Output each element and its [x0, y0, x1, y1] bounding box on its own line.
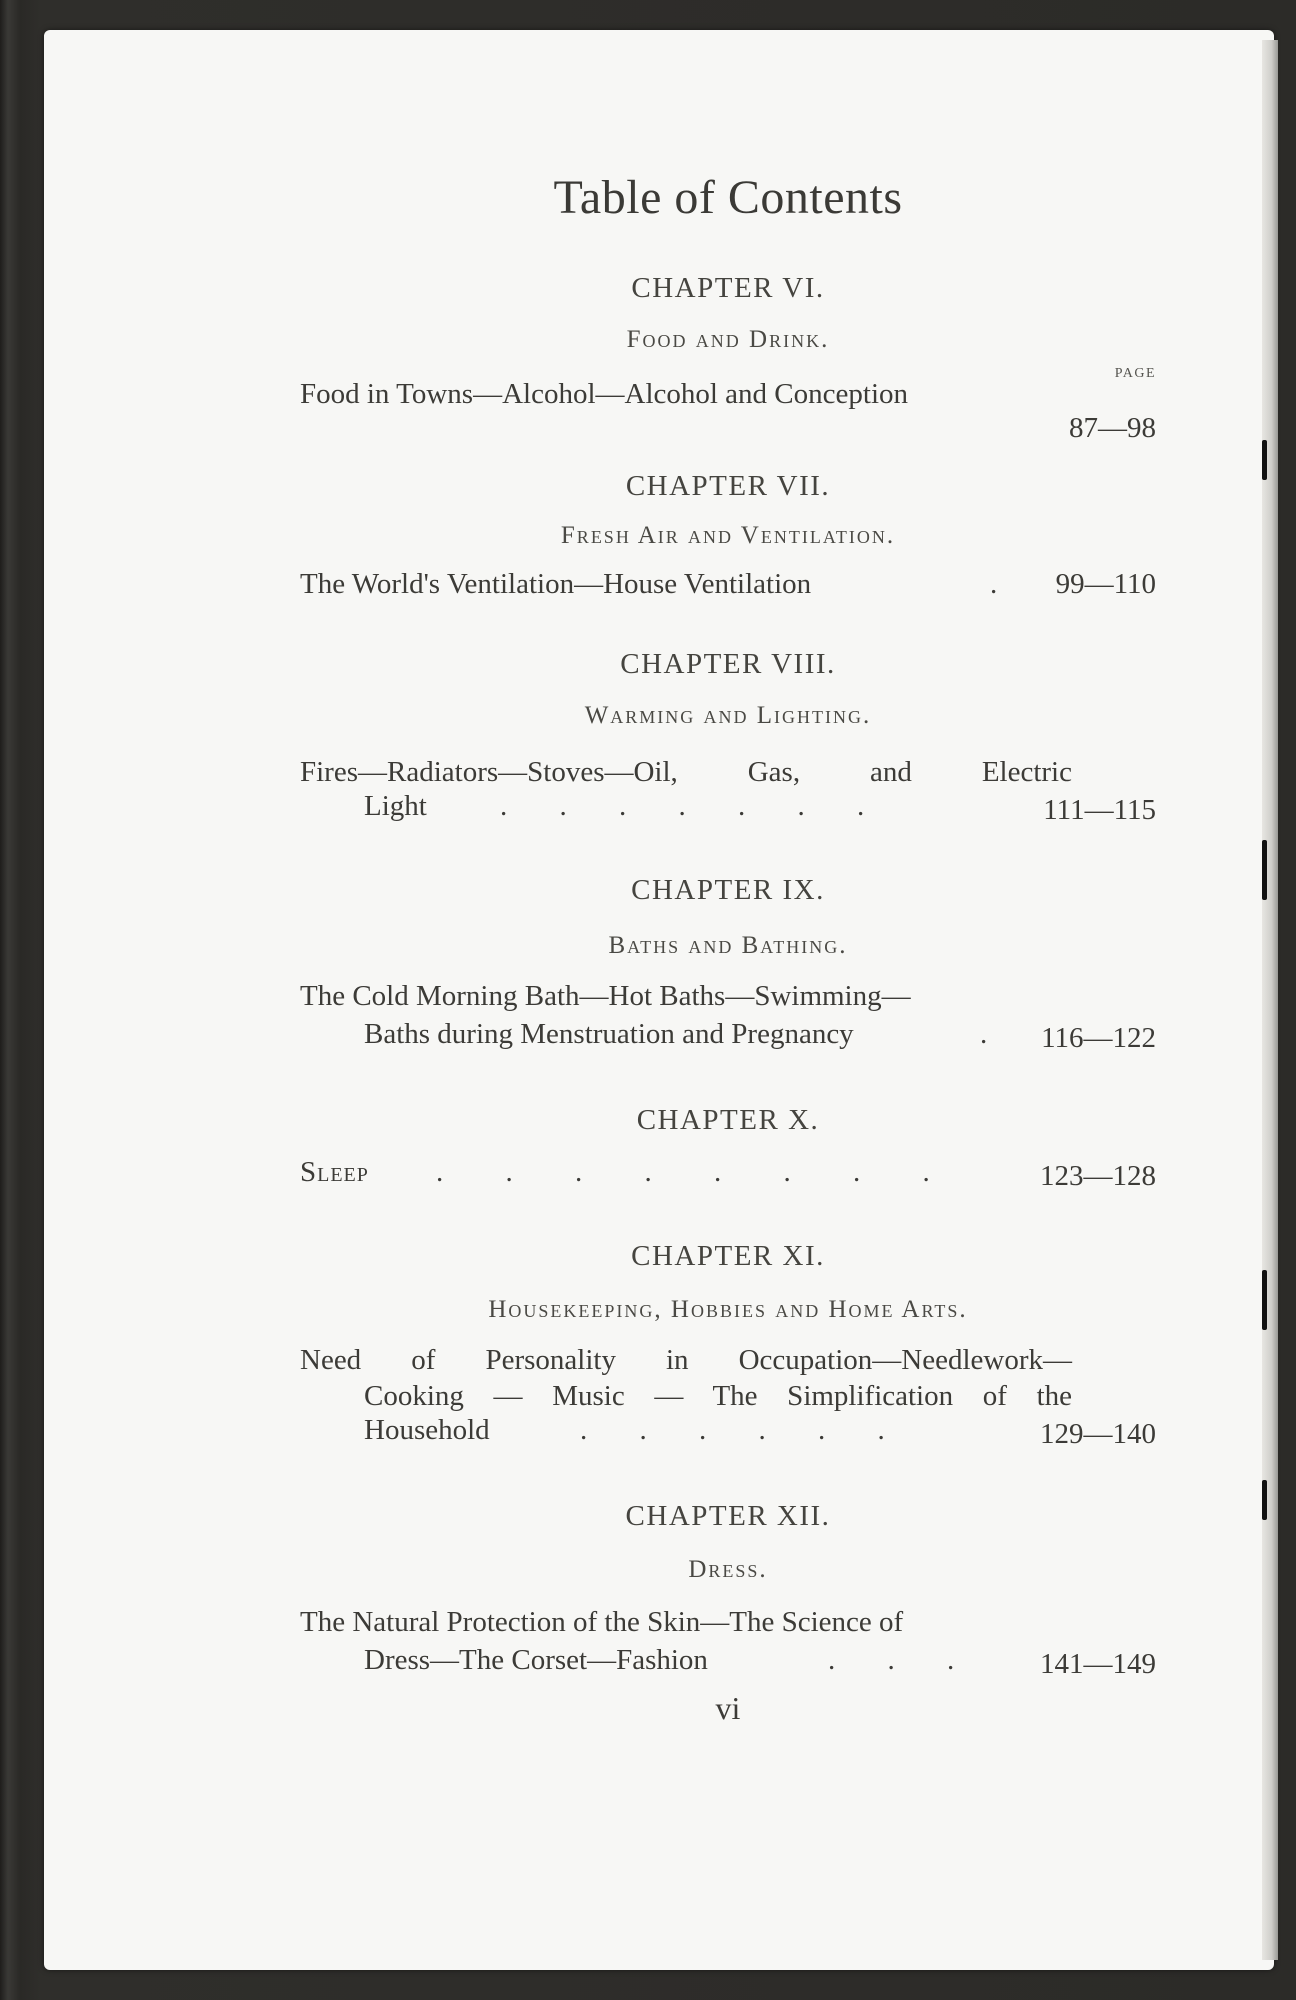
leader-dots: . . .	[828, 1644, 955, 1676]
toc-entry-text: Household	[364, 1414, 490, 1446]
toc-page-range: 116—122	[1041, 1022, 1156, 1054]
page-fore-edge	[1262, 40, 1278, 1960]
leader-dots: .	[990, 568, 998, 600]
leader-dots: . . . . . . .	[500, 790, 865, 822]
toc-entry-text: The Natural Protection of the Skin—The Science of	[300, 1606, 904, 1638]
toc-entry-text: Baths during Menstruation and Pregnancy	[364, 1018, 854, 1050]
toc-entry-text: Need of Personality in Occupation—Needlework—	[300, 1344, 1072, 1376]
chapter-subtitle: Housekeeping, Hobbies and Home Arts.	[488, 1296, 968, 1323]
toc-entry-text: Fires—Radiators—Stoves—Oil, Gas, and Electric	[300, 756, 1072, 788]
toc-page-range: 111—115	[1043, 794, 1156, 826]
toc-page-range: 99—110	[1055, 568, 1156, 600]
binding-mark	[1262, 440, 1267, 480]
toc-page-range: 141—149	[1040, 1648, 1156, 1680]
binding-mark	[1262, 1480, 1267, 1520]
chapter-subtitle: Dress.	[688, 1556, 768, 1583]
leader-dots: .	[980, 1018, 988, 1050]
chapter-subtitle: Baths and Bathing.	[608, 932, 848, 959]
toc-page-range: 123—128	[1040, 1160, 1156, 1192]
toc-entry-text: Dress—The Corset—Fashion	[364, 1644, 708, 1676]
toc-entry-text: Food in Towns—Alcohol—Alcohol and Conception	[300, 378, 909, 410]
toc-page-range: 129—140	[1040, 1418, 1156, 1450]
page-number: vi	[715, 1690, 741, 1726]
binding-mark	[1262, 1270, 1267, 1330]
page-title: Table of Contents	[553, 171, 903, 224]
chapter-heading: CHAPTER VIII.	[620, 648, 836, 680]
toc-entry-text: The Cold Morning Bath—Hot Baths—Swimming—	[300, 980, 911, 1012]
toc-entry-text: The World's Ventilation—House Ventilation	[300, 568, 812, 600]
leader-dots: . . . . . . . .	[436, 1156, 930, 1188]
chapter-subtitle: Fresh Air and Ventilation.	[560, 522, 896, 549]
chapter-heading: CHAPTER XII.	[625, 1500, 831, 1532]
chapter-heading: CHAPTER X.	[636, 1104, 820, 1136]
toc-entry-text: Light	[364, 790, 427, 822]
chapter-heading: CHAPTER XI.	[631, 1240, 825, 1272]
leader-dots: . . . . . .	[580, 1414, 885, 1446]
chapter-heading: CHAPTER VI.	[631, 272, 825, 304]
toc-entry-text: Sleep	[300, 1156, 369, 1188]
binding-mark	[1262, 840, 1267, 900]
chapter-heading: CHAPTER VII.	[625, 470, 831, 502]
toc-entry-text: Cooking — Music — The Simplification of the	[364, 1380, 1072, 1412]
toc-page-range: 87—98	[1069, 412, 1156, 444]
chapter-subtitle: Food and Drink.	[626, 326, 830, 353]
toc-content	[300, 0, 1156, 2000]
page-column-label: PAGE	[1114, 366, 1156, 381]
chapter-heading: CHAPTER IX.	[631, 874, 825, 906]
chapter-subtitle: Warming and Lighting.	[584, 702, 872, 729]
